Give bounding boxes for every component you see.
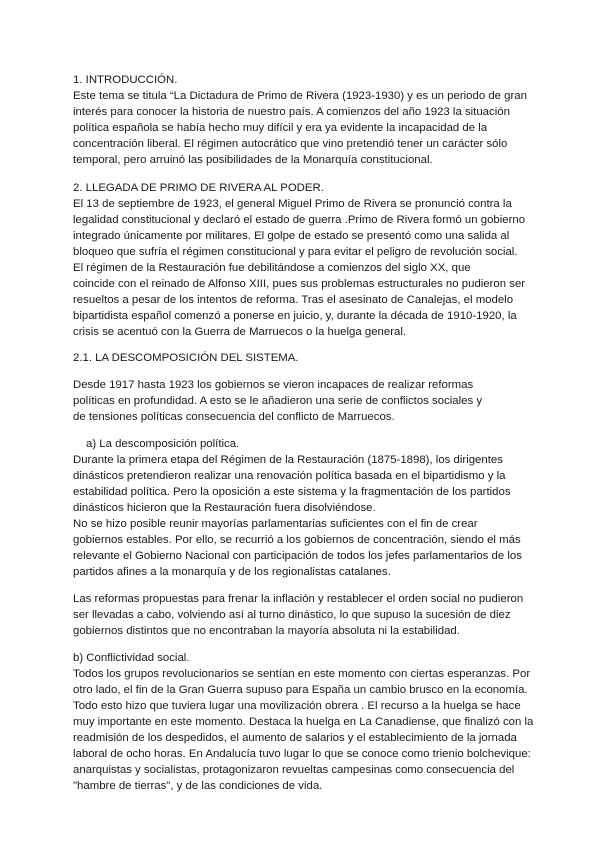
text-line: coincide con el reinado de Alfonso XIII, pues sus problemas estructurales no pudieron ser [73,278,526,290]
text-line: integrado únicamente por militares. El golpe de estado se presentó como una salida al [73,230,510,242]
text-line: "hambre de tierras", y de las condiciones de vida. [73,780,323,792]
text-line: Todos los grupos revolucionarios se sentían en este momento con ciertas esperanzas. Por [73,668,531,680]
text-line: concentración liberal. El régimen autocrático que vino pretendió tener un carácter sólo [73,138,508,150]
heading-introduccion: 1. INTRODUCCIÓN. [73,74,178,86]
text-line: ser llevadas a cabo, volviendo así al turno dinástico, lo que supuso la sucesión de diez [73,609,511,621]
text-line: Todo esto hizo que tuviera lugar una movilización obrera . El recurso a la huelga se hace [73,700,521,712]
text-line: relevante el Gobierno Nacional con participación de todos los jefes parlamentarios de los [73,550,522,562]
text-line: estabilidad política. Pero la oposición a este sistema y la fragmentación de los partidos [73,486,511,498]
heading-descomposicion: 2.1. LA DESCOMPOSICIÓN DEL SISTEMA. [73,352,299,364]
text-line: partidos afines a la monarquía y de los regionalistas catalanes. [73,566,391,578]
text-line: Durante la primera etapa del Régimen de la Restauración (1875-1898), los dirigentes [73,454,503,466]
subheading-conflictividad-social: b) Conflictividad social. [73,652,190,664]
text-line: Las reformas propuestas para frenar la inflación y restablecer el orden social no pudieron [73,593,524,605]
text-line: dinásticos hicieron que la Restauración fuera disolviéndose. [73,502,376,514]
text-line: crisis se acentuó con la Guerra de Marruecos o la huelga general. [73,326,407,338]
text-line: de tensiones políticas consecuencia del conflicto de Marruecos. [73,411,395,423]
text-line: gobiernos estables. Por ello, se recurrió a los gobiernos de concentración, siendo el más [73,534,521,546]
text-line: resueltos a pesar de los intentos de reforma. Tras el asesinato de Canalejas, el modelo [73,294,514,306]
text-line: muy importante en este momento. Destaca la huelga en La Canadiense, que finalizó con la [73,716,534,728]
heading-llegada: 2. LLEGADA DE PRIMO DE RIVERA AL PODER. [73,182,324,194]
text-line: bloqueo que sufría el régimen constitucional y para evitar el peligro de revolución social. [73,246,518,258]
text-line: bipartidista español comenzó a ponerse en juicio, y, durante la década de 1910-1920, la [73,310,517,322]
text-line: No se hizo posible reunir mayorías parlamentarias suficientes con el fin de crear [73,518,478,530]
text-line: temporal, pero arruinó las posibilidades de la Monarquía constitucional. [73,154,433,166]
text-line: legalidad constitucional y declaró el estado de guerra .Primo de Rivera formó un gobierno [73,214,526,226]
text-line: El régimen de la Restauración fue debilitándose a comienzos del siglo XX, que [73,262,471,274]
subheading-descomposicion-politica: a) La descomposición política. [86,438,240,450]
text-line: política española se había hecho muy difícil y era ya evidente la incapacidad de la [73,122,488,134]
text-line: interés para conocer la historia de nuestro país. A comienzos del año 1923 la situación [73,106,510,118]
text-line: otro lado, el fin de la Gran Guerra supuso para España un cambio brusco en la economía. [73,684,528,696]
text-line: Desde 1917 hasta 1923 los gobiernos se vieron incapaces de realizar reformas [73,379,474,391]
text-line: laboral de ocho horas. En Andalucía tuvo lugar lo que se conoce como trienio bolchevique: [73,748,531,760]
text-line: políticas en profundidad. A esto se le añadieron una serie de conflictos sociales y [73,395,483,407]
text-line: readmisión de los despedidos, el aumento de salarios y el establecimiento de la jornada [73,732,517,744]
text-line: El 13 de septiembre de 1923, el general Miguel Primo de Rivera se pronunció contra la [73,198,512,210]
text-line: anarquistas y socialistas, protagonizaron revueltas campesinas como consecuencia del [73,764,515,776]
text-line: Este tema se titula “La Dictadura de Primo de Rivera (1923-1930) y es un periodo de gran [73,90,527,102]
text-line: dinásticos pretendieron realizar una renovación política basada en el bipartidismo y la [73,470,506,482]
text-line: gobiernos distintos que no encontraban la mayoría absoluta ni la estabilidad. [73,625,460,637]
